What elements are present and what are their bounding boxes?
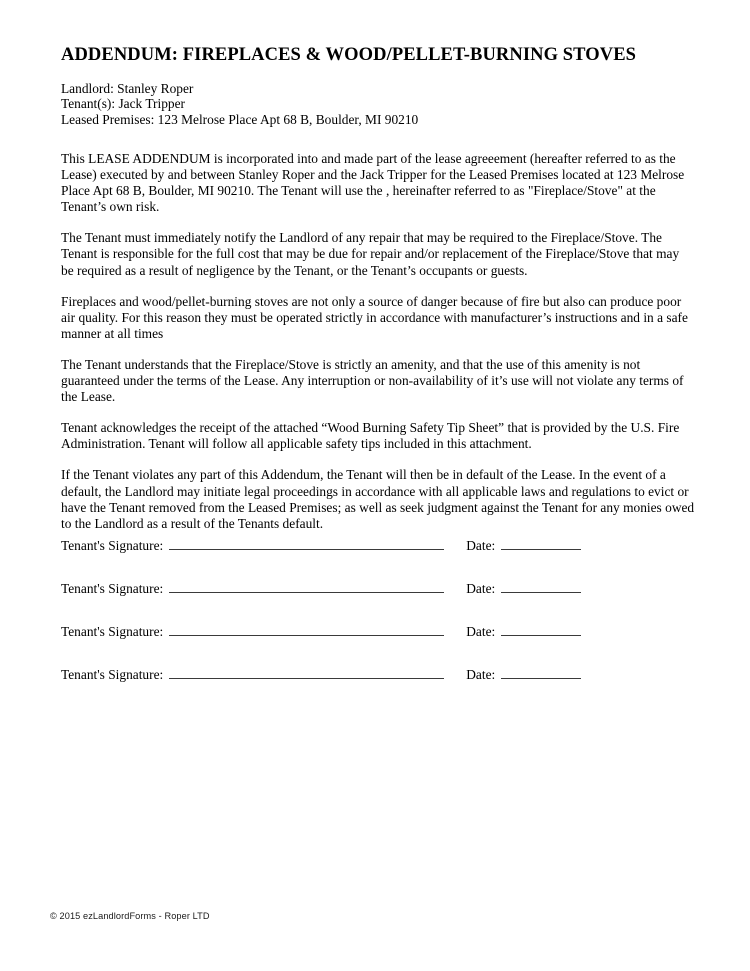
- tenants-line: Tenant(s): Jack Tripper: [61, 96, 186, 112]
- signature-block: [61, 538, 701, 710]
- leased-premises-line: Leased Premises: 123 Melrose Place Apt 68 B, Boulder, MI 90210: [61, 111, 419, 127]
- paragraph-4: The Tenant understands that the Fireplace/Stove is strictly an amenity, and that the use of this amenity is not guaranteed under the terms of the Lease. Any interruption or non-availability of it’s use will not violate any terms of the Lease.: [61, 356, 684, 405]
- tenant-signature-label: Tenant's Signature:: [61, 581, 164, 596]
- signature-row: [61, 667, 701, 710]
- date-label: Date:: [466, 624, 496, 639]
- date-label: Date:: [466, 581, 496, 596]
- paragraph-1: This LEASE ADDENDUM is incorporated into and made part of the lease agreeement (hereafter referred to as the Lease) executed by and between Stanley Roper and the Jack Tripper for the Leased Premises located at 123 Melrose Place Apt 68 B, Boulder, MI 90210. The Tenant will use the , hereinafter referred to as "Fireplace/Stove" at the Tenant’s own risk.: [61, 151, 685, 215]
- paragraph-2: The Tenant must immediately notify the Landlord of any repair that may be required to the Fireplace/Stove. The Tenant is responsible for the full cost that may be due for repair and/or replacement of the Fireplace/Stove that may be required as a result of negligence by the Tenant, or the Tenant’s occupants or guests.: [61, 230, 680, 278]
- date-line[interactable]: [501, 624, 581, 636]
- footer-copyright: © 2015 ezLandlordForms - Roper LTD: [50, 911, 210, 921]
- signature-row: [61, 624, 701, 667]
- body-text: [61, 151, 695, 547]
- tenant-signature-label: Tenant's Signature:: [61, 667, 164, 682]
- date-line[interactable]: [501, 667, 581, 679]
- signature-row: [61, 538, 701, 581]
- tenant-signature-label: Tenant's Signature:: [61, 624, 164, 639]
- signature-row: [61, 581, 701, 624]
- paragraph-5: Tenant acknowledges the receipt of the attached “Wood Burning Safety Tip Sheet” that is provided by the U.S. Fire Administration. Tenant will follow all applicable safety tips included in this attachment.: [61, 420, 680, 452]
- tenant-signature-line[interactable]: [169, 667, 444, 679]
- paragraph-6: If the Tenant violates any part of this Addendum, the Tenant will then be in default of the Lease. In the event of a default, the Landlord may initiate legal proceedings in accordance with all applicable laws and regulations to evict or have the Tenant removed from the Leased Premises; as well as seek judgment against the Tenant for any monies owed to the Landlord as a result of the Tenants default.: [61, 467, 695, 531]
- paragraph-3: Fireplaces and wood/pellet-burning stoves are not only a source of danger because of fire but also can produce poor air quality. For this reason they must be operated strictly in accordance with manufacturer’s instructions and in a safe manner at all times: [61, 293, 688, 341]
- tenant-signature-label: Tenant's Signature:: [61, 538, 164, 553]
- parties-block: [61, 81, 701, 127]
- tenant-signature-line[interactable]: [169, 538, 444, 550]
- tenant-signature-line[interactable]: [169, 624, 444, 636]
- page-title: ADDENDUM: FIREPLACES & WOOD/PELLET-BURNING STOVES: [61, 45, 637, 66]
- landlord-line: Landlord: Stanley Roper: [61, 81, 194, 96]
- date-label: Date:: [466, 538, 496, 553]
- tenant-signature-line[interactable]: [169, 581, 444, 593]
- date-line[interactable]: [501, 581, 581, 593]
- date-label: Date:: [466, 667, 496, 682]
- date-line[interactable]: [501, 538, 581, 550]
